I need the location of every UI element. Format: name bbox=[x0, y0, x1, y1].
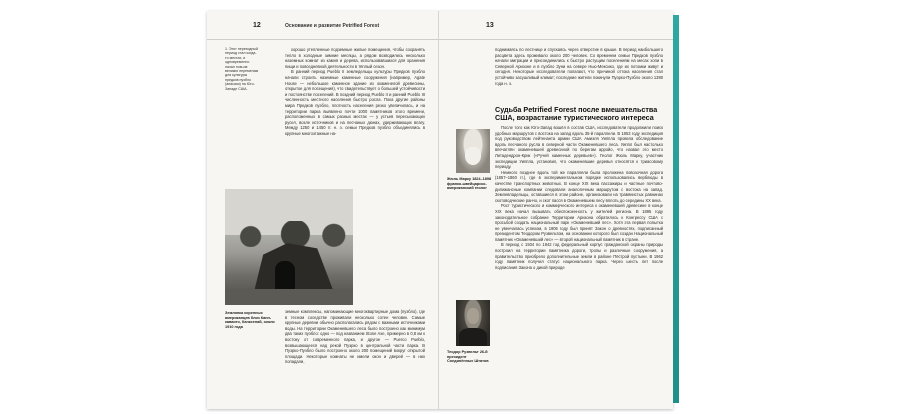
right-page bbox=[439, 11, 673, 409]
paragraph: Немного позднее вдоль той же параллели была проложена повозочная дорога (1857–1860 гг.), где в экспериментальном порядке использовались верблюды в качестве транспортных животных. В конце XIX века пассажиры и частные почтово-дилижансные компании следовали аналогичным маршрутом с востока на запад. Землевладельцы, оставшиеся в этом районе, организовали на травянистых равнинах скотоводческие ранчо, и скот пасся в Окаменевшем лесу вплоть до середины XX века. bbox=[495, 169, 663, 203]
section-title: Судьба Petrified Forest после вмешательства США, возрастание туристического интереса bbox=[495, 105, 658, 123]
paragraph: хорошо утепленные подземные жилые помещения, чтобы сохранять тепло в холодные зимние месяцы, а рядом возводились несколько наземных комнат из камня и дерева, использовавшихся для хранения пищи и повседневной деятельности в тёплый сезон. bbox=[285, 47, 425, 69]
left-page bbox=[207, 11, 439, 409]
paragraph: поднимаясь по лестнице и спускаясь через отверстие в крыше. В период наибольшего расцвета здесь проживало около 200 человек. Со временем семьи Предков пуэбло начали миграции и присоединились к быстро растущим поселениям на месах хопи в Северной Аризоне и в пуэбло Зуни на севере Нью-Мексико, где их потомки живут и сегодня. Некоторые исследователи полагают, что причиной оттока населения стал устойчиво засушливый климат; последние жители покинули Пуэрко-Пуэбло около 1380 года н. э. bbox=[495, 47, 663, 86]
portrait-caption-marcou: Жюль Марку 1824–1898 франко-швейцарско-американский геолог bbox=[447, 177, 492, 191]
portrait-theodore-roosevelt bbox=[456, 300, 490, 346]
sidenote: 1. Этот переходный период стал когда-то местах, и одновременно начал пом-ив великих переменам для культуры предков пуэбло (анасази) на Юго-Западе США. bbox=[225, 47, 259, 91]
portrait-caption-roosevelt: Теодор Рузвельт 26-й президент Соединённых Штатов bbox=[447, 350, 489, 364]
right-column-main bbox=[495, 125, 663, 270]
paragraph: Рост туристического и коммерческого интереса к окаменевшей древесине в конце XIX века начал вызывать обеспокоенность у жителей региона. В 1895 году законодательное собрание Территории Аризона обратилось к Конгрессу США с просьбой создать национальный парк «Окаменевший лес». Хотя эта первая попытка не увенчалась успехом, в 1906 году был принят Закон о древностях, подписанный президентом Теодором Рузвельтом, на основании которого был создан Национальный памятник «Окаменевший лес» — второй национальный памятник в стране. bbox=[495, 203, 663, 242]
paragraph: После того как Юго-Запад вошёл в состав США, исследователи продолжили поиск удобных маршрутов с востока на запад вдоль 35-й параллели. В 1853 году экспедиция под руководством лейтенанта армии США Амиэля Уиппла провела обследование вдоль песчаного русла в северной части Окаменевшего леса. Уиппл был настолько впечатлён окаменевшей древесиной по берегам арройо, что назвал это место Литадендрон-Крик («Ручей каменных деревьев»). Геолог Жюль Марку, участник экспедиции Уиппла, установил, что окаменевшие деревья относятся к триасовому периоду. bbox=[495, 125, 663, 170]
portrait-jules-marcou bbox=[456, 129, 490, 173]
running-head: Основание и развитие Petrified Forest bbox=[285, 23, 380, 29]
page-number-right: 13 bbox=[486, 22, 494, 29]
left-page-header bbox=[207, 20, 438, 40]
right-column-intro bbox=[495, 47, 663, 86]
paragraph: земные комплексы, напоминающие многоквартирные дома (пуэбло), где в тесном соседстве проживали несколько сотен человек. Самые крупные деревни обычно располагались рядом с важными источниками воды. На территории Окаменевшего леса было построено как минимум два таких пуэбло: одно — под названием Stone Axe, примерно в 0,8 км к востоку от современного парка, и другое — Puerco Pueblo, возвышающееся над рекой Пуэрко в центральной части парка. В Пуэрко-Пуэбло было построено около 200 помещений вокруг открытой площади. Некоторые комнаты не имели окон и дверей — в них попадали, bbox=[285, 309, 425, 365]
right-page-header bbox=[439, 20, 673, 40]
paragraph: В ранний период Pueblo II земледельцы культуры Предков пуэбло начали строить наземные каменные сооружения (например, Agate House — небольшое каменное здание из окаменелой древесины, открытое для посещения), что свидетельствует о большей устойчивости и постоянстве поселений. В поздний период Pueblo II и ранний Pueblo III численность местного населения быстро росла. Пока другие районы мира Предков пуэбло, плотность населения резко увеличилась, и на территории парка выявлено почти 1000 памятников этого времени, расположенных в самых разных местах — у устьев пересыхающих русел, возле источников и на песчаных дюнах, удерживающих влагу. Между 1250 и 1450 гг. н. э. семьи Предков пуэбло объединялись в крупные многоэтажные на- bbox=[285, 69, 425, 136]
left-column-top bbox=[285, 47, 425, 137]
page-number-left: 12 bbox=[253, 22, 261, 29]
photo-caption: Землянка коренных американцев близ Канн-каваито, Канксенай, около 1910 года bbox=[225, 311, 275, 329]
book-spread bbox=[207, 11, 673, 409]
paragraph: В период с 1934 по 1942 год федеральный корпус гражданской охраны природы построил на территории памятника дороги, тропы и различные сооружения, а правительство приобрело дополнительные земли в районе Пёстрой пустыни. В 1962 году памятник получил статус национального парка. Через шесть лет после подписания Закона о дикой природе bbox=[495, 242, 663, 270]
left-column-bottom bbox=[285, 309, 425, 365]
dugout-photo bbox=[225, 189, 353, 305]
page-edge-accent bbox=[673, 15, 679, 403]
